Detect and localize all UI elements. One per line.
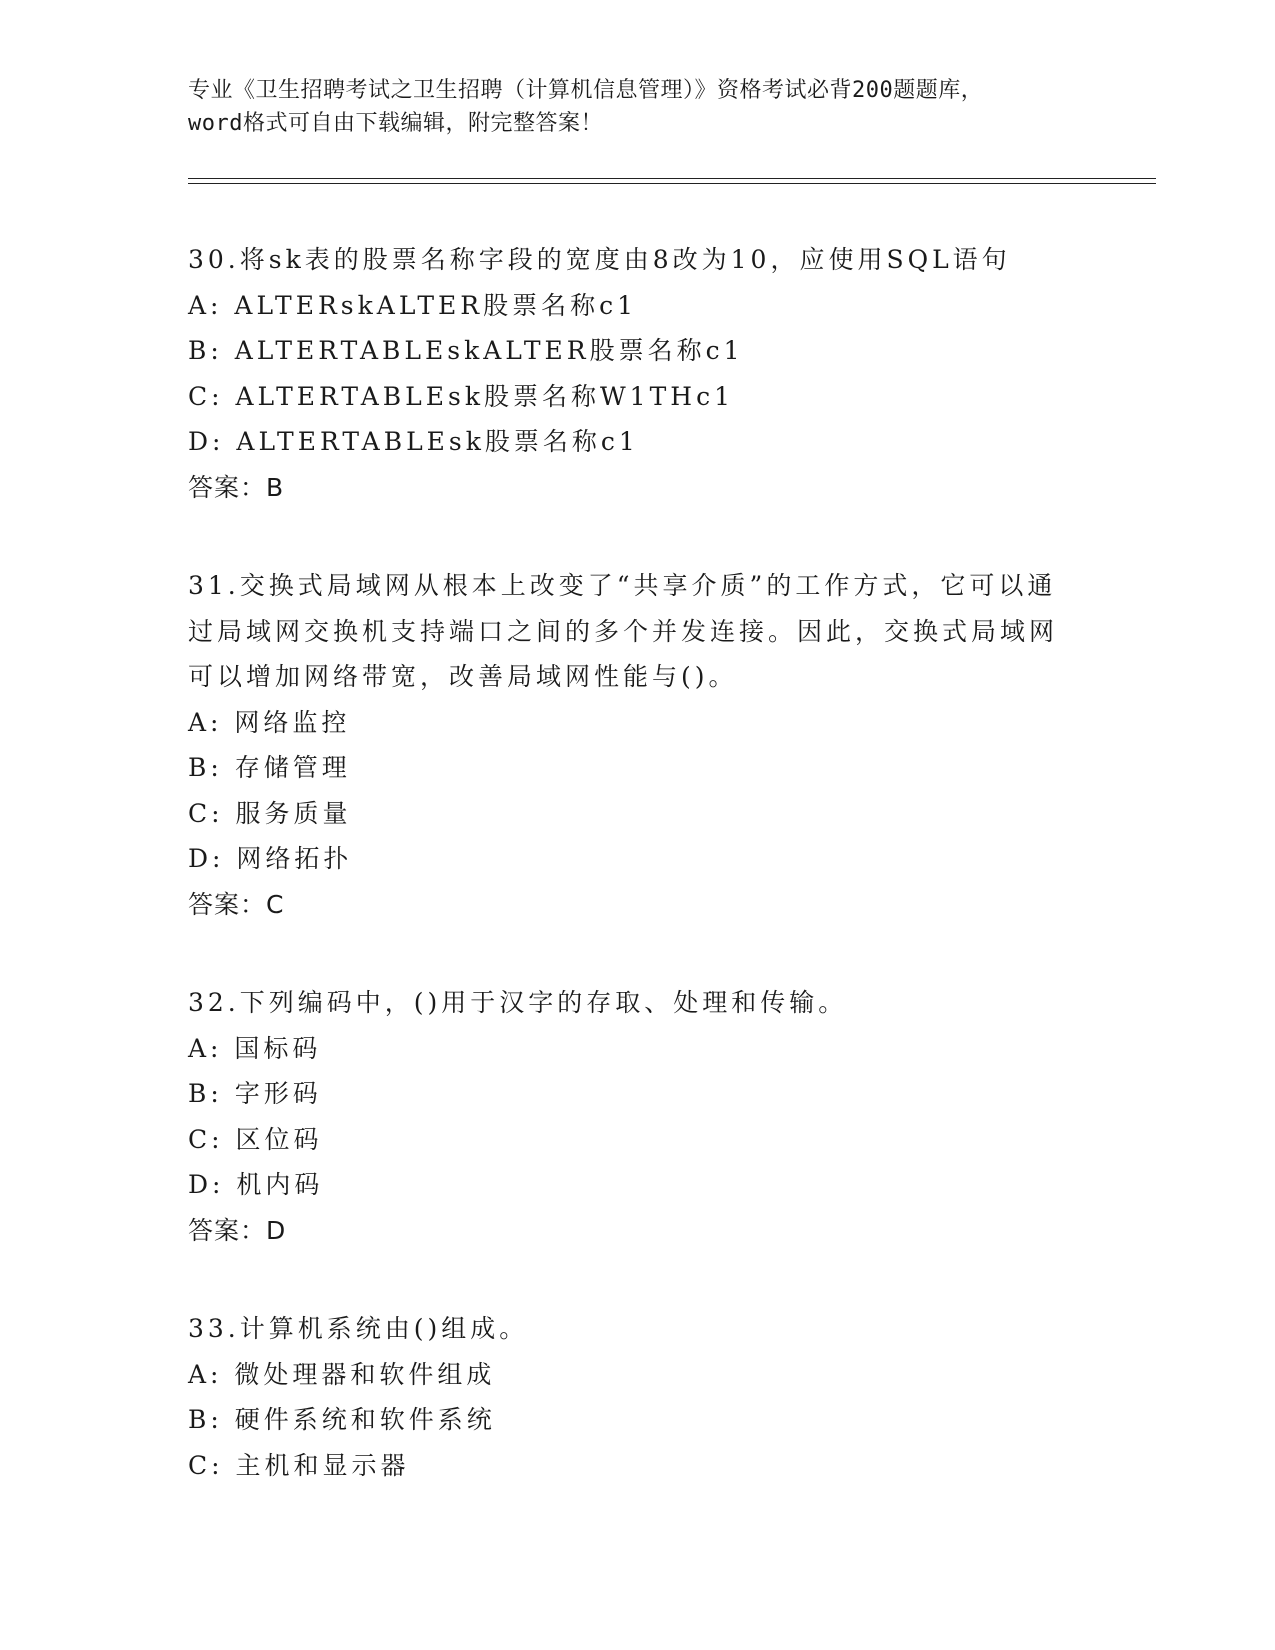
answer-key: 答案：B [188,472,285,502]
answer-option: A: 国标码 [188,1033,322,1063]
header-line-2: word格式可自由下载编辑，附完整答案！ [188,111,603,136]
question-list [188,237,1088,1541]
answer-key: 答案：C [188,889,285,919]
question-stem-line: 30.将sk表的股票名称字段的宽度由8改为10，应使用SQL语句 [188,245,1011,274]
answer-option: D: ALTERTABLEsk股票名称c1 [188,427,639,456]
question-stem-line: 可以增加网络带宽，改善局域网性能与()。 [188,662,738,691]
question-block [188,237,1088,510]
question-stem-line: 31.交换式局域网从根本上改变了“共享介质”的工作方式，它可以通 [188,571,1057,600]
question-block [188,1306,1088,1488]
answer-option: B: 字形码 [188,1079,322,1108]
answer-option: C: ALTERTABLEsk股票名称W1THc1 [188,381,734,411]
answer-option: B: 硬件系统和软件系统 [188,1405,496,1434]
question-block [188,980,1088,1253]
answer-key: 答案：D [188,1215,287,1245]
question-stem-line: 32.下列编码中，()用于汉字的存取、处理和传输。 [188,988,848,1017]
answer-option: A: 网络监控 [188,707,351,737]
question-stem-line: 过局域网交换机支持端口之间的多个并发连接。因此，交换式局域网 [188,616,1059,646]
header-divider-top [188,178,1156,179]
header-line-1: 专业《卫生招聘考试之卫生招聘（计算机信息管理）》资格考试必背200题题库， [188,78,984,103]
answer-option: C: 服务质量 [188,798,352,828]
answer-option: C: 主机和显示器 [188,1450,410,1480]
answer-option: C: 区位码 [188,1124,323,1154]
answer-option: B: 存储管理 [188,753,351,782]
question-block [188,563,1088,927]
answer-option: A: ALTERskALTER股票名称c1 [188,290,638,320]
question-stem-line: 33.计算机系统由()组成。 [188,1314,529,1343]
answer-option: D: 网络拓扑 [188,844,353,873]
answer-option: D: 机内码 [188,1170,324,1199]
document-header [188,74,1088,140]
header-divider-bottom [188,183,1156,184]
answer-option: B: ALTERTABLEskALTER股票名称c1 [188,336,744,365]
answer-option: A: 微处理器和软件组成 [188,1359,496,1389]
